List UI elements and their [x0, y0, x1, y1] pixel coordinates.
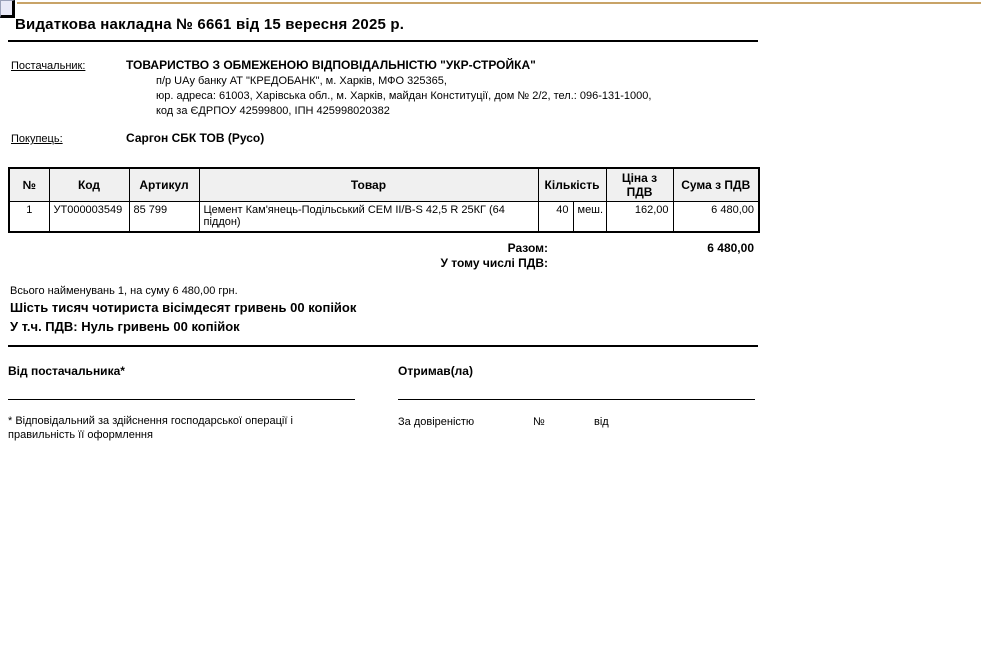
table-row	[9, 202, 759, 232]
receiver-signature-column	[398, 364, 758, 442]
cell-sum: 6 480,00	[673, 202, 759, 232]
proxy-from-label: від	[594, 415, 609, 428]
col-header-code: Код	[49, 168, 129, 202]
signatures-section	[8, 364, 758, 442]
summary-block	[8, 285, 758, 335]
supplier-signature-line	[8, 399, 355, 400]
col-header-article: Артикул	[129, 168, 199, 202]
cell-code: УТ000003549	[49, 202, 129, 232]
vat-value	[548, 256, 758, 271]
cell-product: Цемент Кам'янець-Подільський CEM II/B-S 42,5 R 25КГ (64 піддон)	[199, 202, 538, 232]
col-header-sum: Сума з ПДВ	[673, 168, 759, 202]
col-header-product: Товар	[199, 168, 538, 202]
total-label: Разом:	[507, 240, 548, 255]
col-header-price: Ціна з ПДВ	[606, 168, 673, 202]
cell-price: 162,00	[606, 202, 673, 232]
items-table-header	[9, 168, 759, 202]
proxy-number-label: №	[533, 415, 545, 428]
buyer-label: Покупець:	[11, 133, 63, 145]
supplier-signature-column	[8, 364, 398, 442]
buyer-details-block	[126, 131, 758, 145]
items-table	[8, 167, 760, 233]
supplier-codes-line: код за ЄДРПОУ 42599800, ІПН 425998020382	[156, 105, 390, 117]
proxy-row	[398, 416, 758, 428]
cell-num: 1	[9, 202, 49, 232]
supplier-details-block	[126, 58, 758, 119]
proxy-label: За довіреністю	[398, 415, 475, 428]
total-row	[8, 241, 758, 256]
invoice-body	[8, 10, 758, 442]
buyer-name: Саргон СБК ТОВ (Русо)	[126, 131, 265, 145]
col-header-qty: Кількість	[538, 168, 606, 202]
supplier-name: ТОВАРИСТВО З ОБМЕЖЕНОЮ ВІДПОВІДАЛЬНІСТЮ "УКР-СТРОЙКА"	[126, 58, 536, 72]
signature-divider-line	[8, 345, 758, 347]
receiver-signature-line	[398, 399, 755, 400]
cell-qty: 40	[538, 202, 573, 232]
supplier-address-line: юр. адреса: 61003, Харівська обл., м. Харків, майдан Конституції, дом № 2/2, тел.: 096-131-1000,	[156, 90, 652, 102]
supplier-section	[8, 58, 758, 119]
from-supplier-label: Від постачальника*	[8, 363, 125, 378]
responsibility-footnote: * Відповідальний за здійснення господарської операції і правильність її оформлення	[8, 414, 293, 441]
items-count-line: Всього найменувань 1, на суму 6 480,00 грн.	[10, 284, 238, 297]
cell-unit: меш.	[573, 202, 606, 232]
total-value: 6 480,00	[707, 240, 754, 255]
amount-in-words: Шість тисяч чотириста вісімдесят гривень 00 копійок	[10, 299, 357, 315]
vat-in-words: У т.ч. ПДВ: Нуль гривень 00 копійок	[10, 318, 240, 334]
header-row	[9, 168, 759, 202]
supplier-requisites	[156, 74, 758, 119]
invoice-title: Видаткова накладна № 6661 від 15 вересня 2025 р.	[8, 10, 758, 42]
cell-article: 85 799	[129, 202, 199, 232]
supplier-bank-line: п/р UAу банку АТ "КРЕДОБАНК", м. Харків, МФО 325365,	[156, 75, 447, 87]
top-border-stripe	[17, 2, 981, 4]
supplier-label: Постачальник:	[11, 60, 86, 72]
vat-label: У тому числі ПДВ:	[440, 255, 548, 270]
totals-block	[8, 241, 758, 271]
buyer-section	[8, 131, 758, 145]
col-header-num: №	[9, 168, 49, 202]
vat-row	[8, 256, 758, 271]
received-label: Отримав(ла)	[398, 363, 473, 378]
